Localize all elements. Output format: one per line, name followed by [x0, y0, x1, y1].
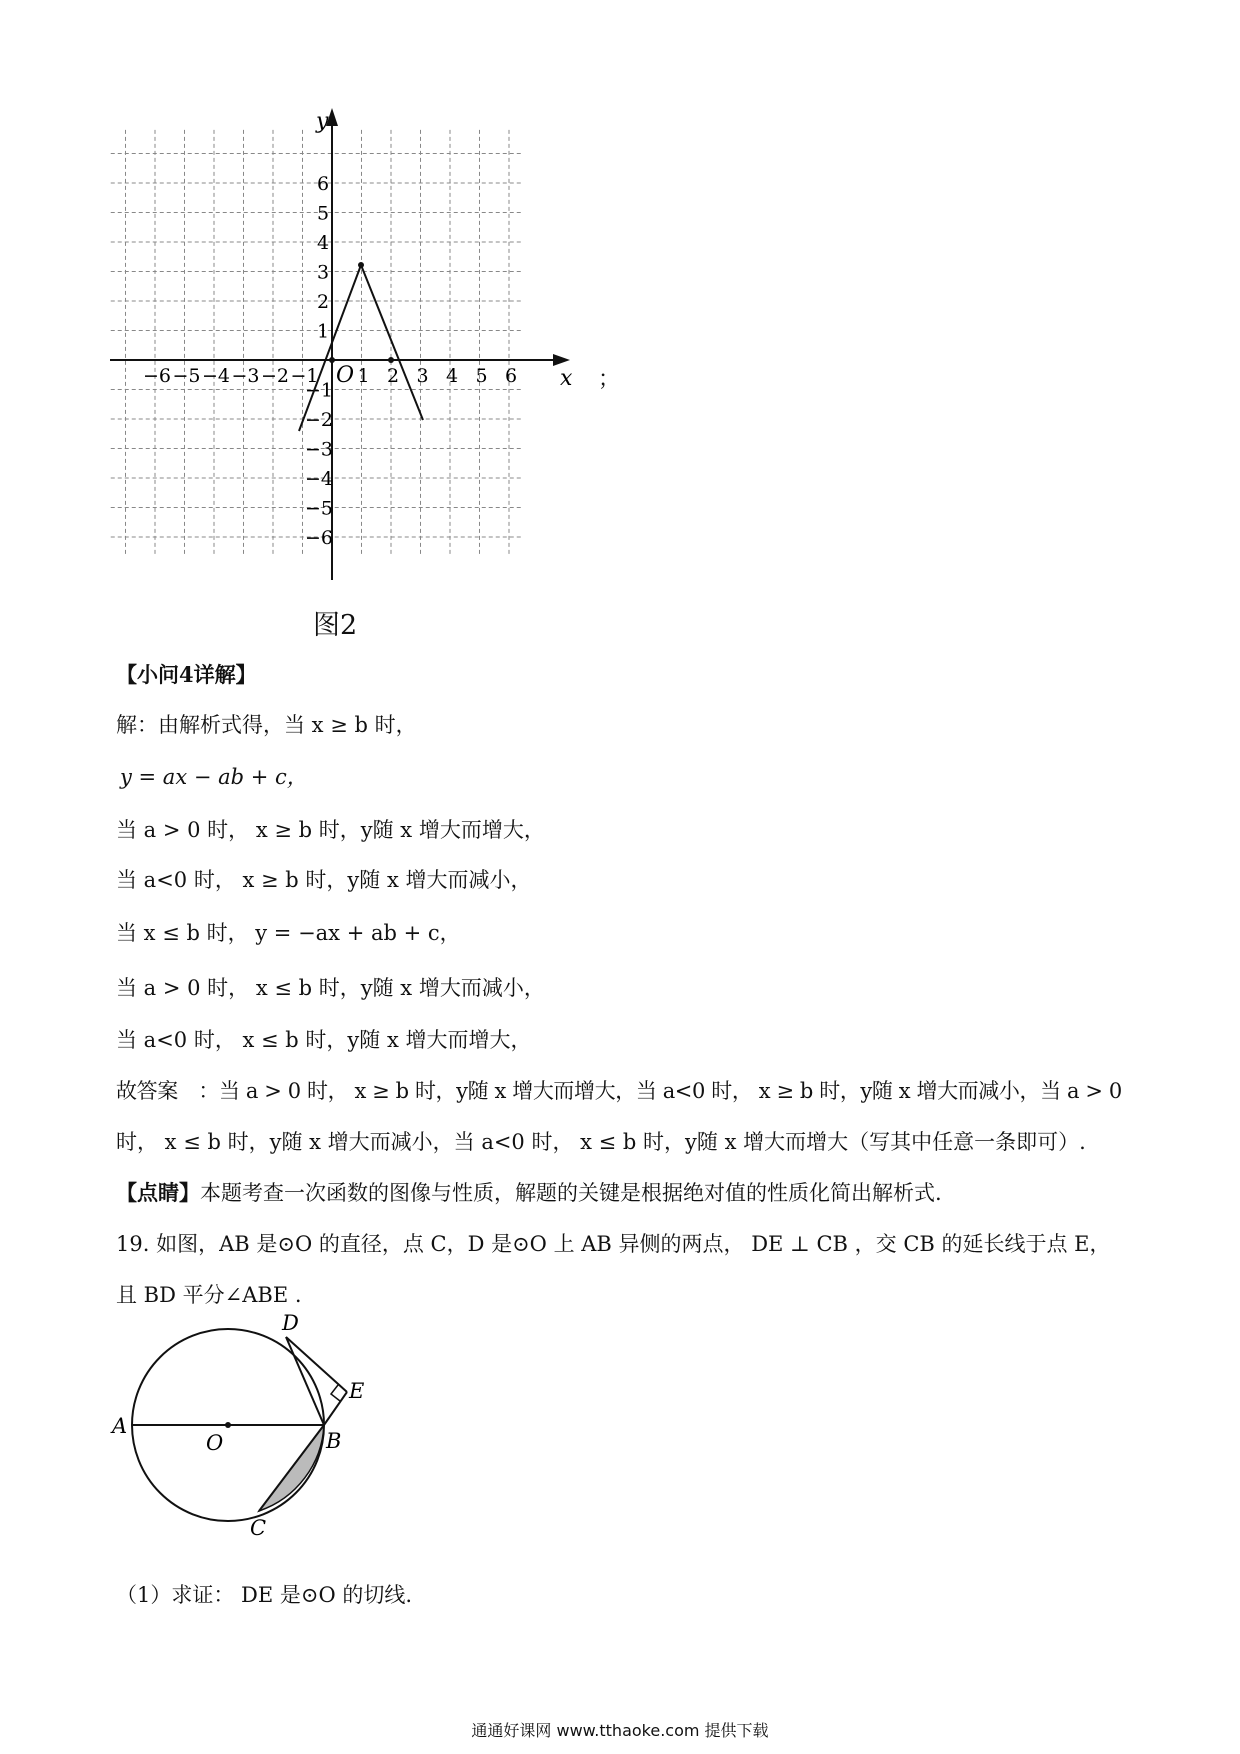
center-point [225, 1422, 231, 1428]
label-e: E [349, 1379, 365, 1403]
segment-db [286, 1337, 324, 1425]
q4-line: 当 a<0 时， x ≤ b 时，y随 x 增大而增大， [116, 1028, 532, 1052]
y-tick-label: 5 [317, 202, 330, 225]
x-tick-label: −5 [172, 365, 201, 387]
x-tick-label: −3 [231, 365, 260, 387]
vertex-point [358, 262, 364, 268]
y-tick-label: −6 [305, 527, 334, 549]
root-point-origin [329, 357, 335, 363]
label-b: B [326, 1429, 342, 1453]
q4-line: 当 a<0 时， x ≥ b 时，y随 x 增大而减小， [116, 868, 532, 892]
x-tick-label: 4 [446, 365, 459, 387]
segment-de [286, 1337, 347, 1392]
q4-line: 故答案 ：当 a > 0 时， x ≥ b 时，y随 x 增大而增大，当 a<0 时， x ≥ b 时，y随 x 增大而减小，当 a > 0 [116, 1079, 1122, 1103]
q19-circle-diagram [110, 1310, 370, 1540]
root-point-2 [388, 357, 394, 363]
x-tick-label: −6 [143, 365, 172, 387]
q4-line: 解：由解析式得，当 x ≥ b 时， [116, 713, 417, 737]
y-tick-label: 4 [317, 232, 330, 254]
q4-line: 当 x ≤ b 时， y = −ax + ab + c， [116, 921, 461, 945]
q19-stem-line1: 19. 如图，AB 是⊙O 的直径，点 C，D 是⊙O 上 AB 异侧的两点， DE ⊥ CB ，交 CB 的延长线于点 E， [116, 1232, 1111, 1256]
y-tick-label: 6 [317, 173, 330, 195]
trailing-semicolon: ； [598, 367, 621, 392]
x-tick-label: 5 [475, 365, 488, 387]
x-tick-label: −2 [261, 365, 290, 387]
q4-line: 当 a > 0 时， x ≤ b 时，y随 x 增大而减小， [116, 976, 545, 1000]
q4-line: y = ax − ab + c， [120, 765, 308, 789]
label-c: C [250, 1516, 267, 1540]
y-tick-label: −2 [305, 409, 334, 431]
x-tick-label: −1 [290, 365, 319, 387]
y-tick-label: 1 [317, 320, 330, 343]
label-o: O [206, 1431, 224, 1455]
figure-2-graph [100, 95, 580, 595]
origin-label: O [336, 363, 355, 388]
x-axis-arrow-icon [553, 354, 570, 366]
right-angle-mark [331, 1385, 340, 1401]
x-tick-label: 3 [416, 365, 429, 387]
comment-text: 本题考查一次函数的图像与性质，解题的关键是根据绝对值的性质化简出解析式. [200, 1181, 942, 1205]
label-d: D [282, 1311, 299, 1335]
q19-stem-line2: 且 BD 平分∠ABE . [116, 1283, 302, 1307]
q19-sub1: （1）求证： DE 是⊙O 的切线. [116, 1583, 413, 1607]
y-tick-label: −5 [305, 497, 334, 520]
x-axis-label: x [560, 366, 573, 391]
label-a: A [112, 1414, 128, 1438]
q4-comment [116, 1178, 942, 1208]
page-footer: 通通好课网 www.tthaoke.com 提供下载 [471, 1721, 769, 1740]
figure-2-caption: 图2 [313, 610, 358, 641]
x-tick-label: 2 [387, 365, 400, 387]
y-tick-label: −1 [305, 379, 334, 402]
y-axis-label: y [316, 109, 329, 134]
q4-line: 当 a > 0 时， x ≥ b 时，y随 x 增大而增大， [116, 818, 545, 842]
y-tick-label: 3 [317, 261, 330, 284]
q4-heading: 【小问4详解】 [116, 662, 257, 687]
y-tick-label: −3 [305, 438, 334, 461]
y-tick-label: 2 [317, 291, 330, 313]
q4-line: 时， x ≤ b 时，y随 x 增大而减小，当 a<0 时， x ≤ b 时，y随 x 增大而增大（写其中任意一条即可）. [116, 1130, 1086, 1154]
x-tick-label: −4 [202, 365, 231, 387]
comment-label: 【点睛】 [116, 1180, 200, 1205]
x-tick-label: 1 [357, 365, 370, 387]
y-tick-label: −4 [305, 468, 334, 490]
x-tick-label: 6 [505, 365, 518, 387]
